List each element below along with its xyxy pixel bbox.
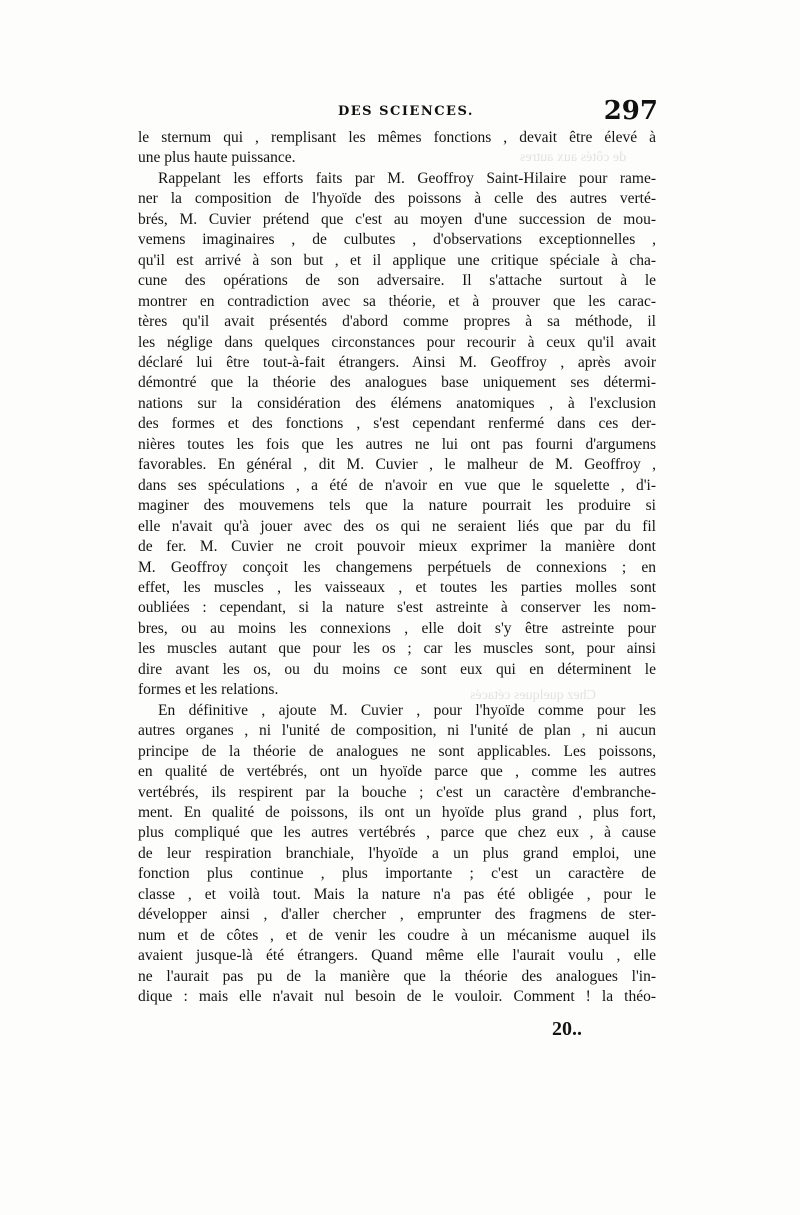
text-line: vemens imaginaires , de culbutes , d'observations exceptionnelles ,	[138, 231, 656, 249]
text-line: ne l'aurait pas pu de la manière que la théorie des analogues l'in-	[138, 967, 656, 985]
body-text	[138, 128, 656, 1007]
text-line: dique : mais elle n'avait nul besoin de le vouloir. Comment ! la théo-	[138, 988, 656, 1006]
text-line: plus compliqué que les autres vertébrés , parce que chez eux , à cause	[138, 824, 656, 842]
text-line: autres organes , ni l'unité de composition, ni l'unité de plan , ni aucun	[138, 722, 656, 740]
text-line: classe , et voilà tout. Mais la nature n'a pas été obligée , pour le	[138, 885, 656, 903]
text-line: oubliées : cependant, si la nature s'est astreinte à conserver les nom-	[138, 599, 656, 617]
text-line: Rappelant les efforts faits par M. Geoffroy Saint-Hilaire pour rame-	[158, 169, 656, 187]
text-line: M. Geoffroy conçoit les changemens perpétuels de connexions ; en	[138, 558, 656, 576]
text-line: développer ainsi , d'aller chercher , emprunter des fragmens de ster-	[138, 906, 656, 924]
text-line: dire avant les os, ou du moins ce sont eux qui en déterminent le	[138, 660, 656, 678]
text-line: elle n'avait qu'à jouer avec des os qui ne seraient liés que par du fil	[138, 517, 656, 535]
text-line: tères qu'il avait présentés d'abord comme propres à sa méthode, il	[138, 313, 656, 331]
text-line: nières toutes les fois que les autres ne lui ont pas fourni d'argumens	[138, 435, 656, 453]
text-line: les muscles autant que pour les os ; car les muscles sont, pour ainsi	[138, 640, 656, 658]
text-line: en qualité de vertébrés, ont un hyoïde parce que , comme les autres	[138, 763, 656, 781]
text-line: principe de la théorie de analogues ne sont applicables. Les poissons,	[138, 742, 656, 760]
text-line: vertébrés, ils respirent par la bouche ; c'est un caractère d'embranche-	[138, 783, 656, 801]
text-line: maginer des mouvemens tels que la nature pourrait les produire si	[138, 497, 656, 515]
text-line: num et de côtes , et de venir les coudre à un mécanisme auquel ils	[138, 926, 656, 944]
text-line: montrer en contradiction avec sa théorie, et à prouver que les carac-	[138, 292, 656, 310]
text-line: favorables. En général , dit M. Cuvier , le malheur de M. Geoffroy ,	[138, 456, 656, 474]
text-line: fonction plus continue , plus importante ; c'est un caractère de	[138, 865, 656, 883]
page-number: 297	[603, 96, 658, 126]
page-header	[138, 96, 658, 128]
text-line: déclaré lui être tout-à-fait étrangers. Ainsi M. Geoffroy , après avoir	[138, 353, 656, 371]
text-line: brés, M. Cuvier prétend que c'est au moyen d'une succession de mou-	[138, 210, 656, 228]
text-line: une plus haute puissance.	[138, 149, 296, 167]
text-line: de leur respiration branchiale, l'hyoïde a un plus grand emploi, une	[138, 844, 656, 862]
text-line: ment. En qualité de poissons, ils ont un hyoïde plus grand , plus fort,	[138, 803, 656, 821]
text-line: démontré que la théorie des analogues base uniquement ses détermi-	[138, 374, 656, 392]
text-line: de fer. M. Cuvier ne croit pouvoir mieux exprimer la manière dont	[138, 538, 656, 556]
signature-mark: 20..	[552, 1018, 582, 1040]
text-line: cune des opérations de son adversaire. Il s'attache surtout à le	[138, 272, 656, 290]
text-line: effet, les muscles , les vaisseaux , et toutes les parties molles sont	[138, 578, 656, 596]
text-line: formes et les relations.	[138, 681, 279, 699]
text-line: En définitive , ajoute M. Cuvier , pour l'hyoïde comme pour les	[158, 701, 656, 719]
text-line: bres, ou au moins les connexions , elle doit s'y être astreinte pour	[138, 619, 656, 637]
text-line: les néglige dans quelques circonstances pour recourir à ceux qu'il avait	[138, 333, 656, 351]
text-line: ner la composition de l'hyoïde des poissons à celle des autres verté-	[138, 190, 656, 208]
text-line: des formes et des fonctions , s'est cependant renfermé dans ces der-	[138, 415, 656, 433]
text-line: le sternum qui , remplisant les mêmes fonctions , devait être élevé à	[138, 129, 656, 146]
running-head: DES SCIENCES.	[338, 104, 474, 119]
text-line: nations sur la considération des élémens anatomiques , à l'exclusion	[138, 394, 656, 412]
text-line: avaient jusque-là été étrangers. Quand même elle l'aurait voulu , elle	[138, 947, 656, 965]
show-through-text: de côtés aux autres	[520, 150, 627, 165]
show-through-text: Chez quelques cétacés	[470, 688, 596, 703]
text-line: dans ses spéculations , a été de n'avoir en vue que le squelette , d'i-	[138, 476, 656, 494]
text-line: qu'il est arrivé à son but , et il applique une critique spéciale à cha-	[138, 251, 656, 269]
